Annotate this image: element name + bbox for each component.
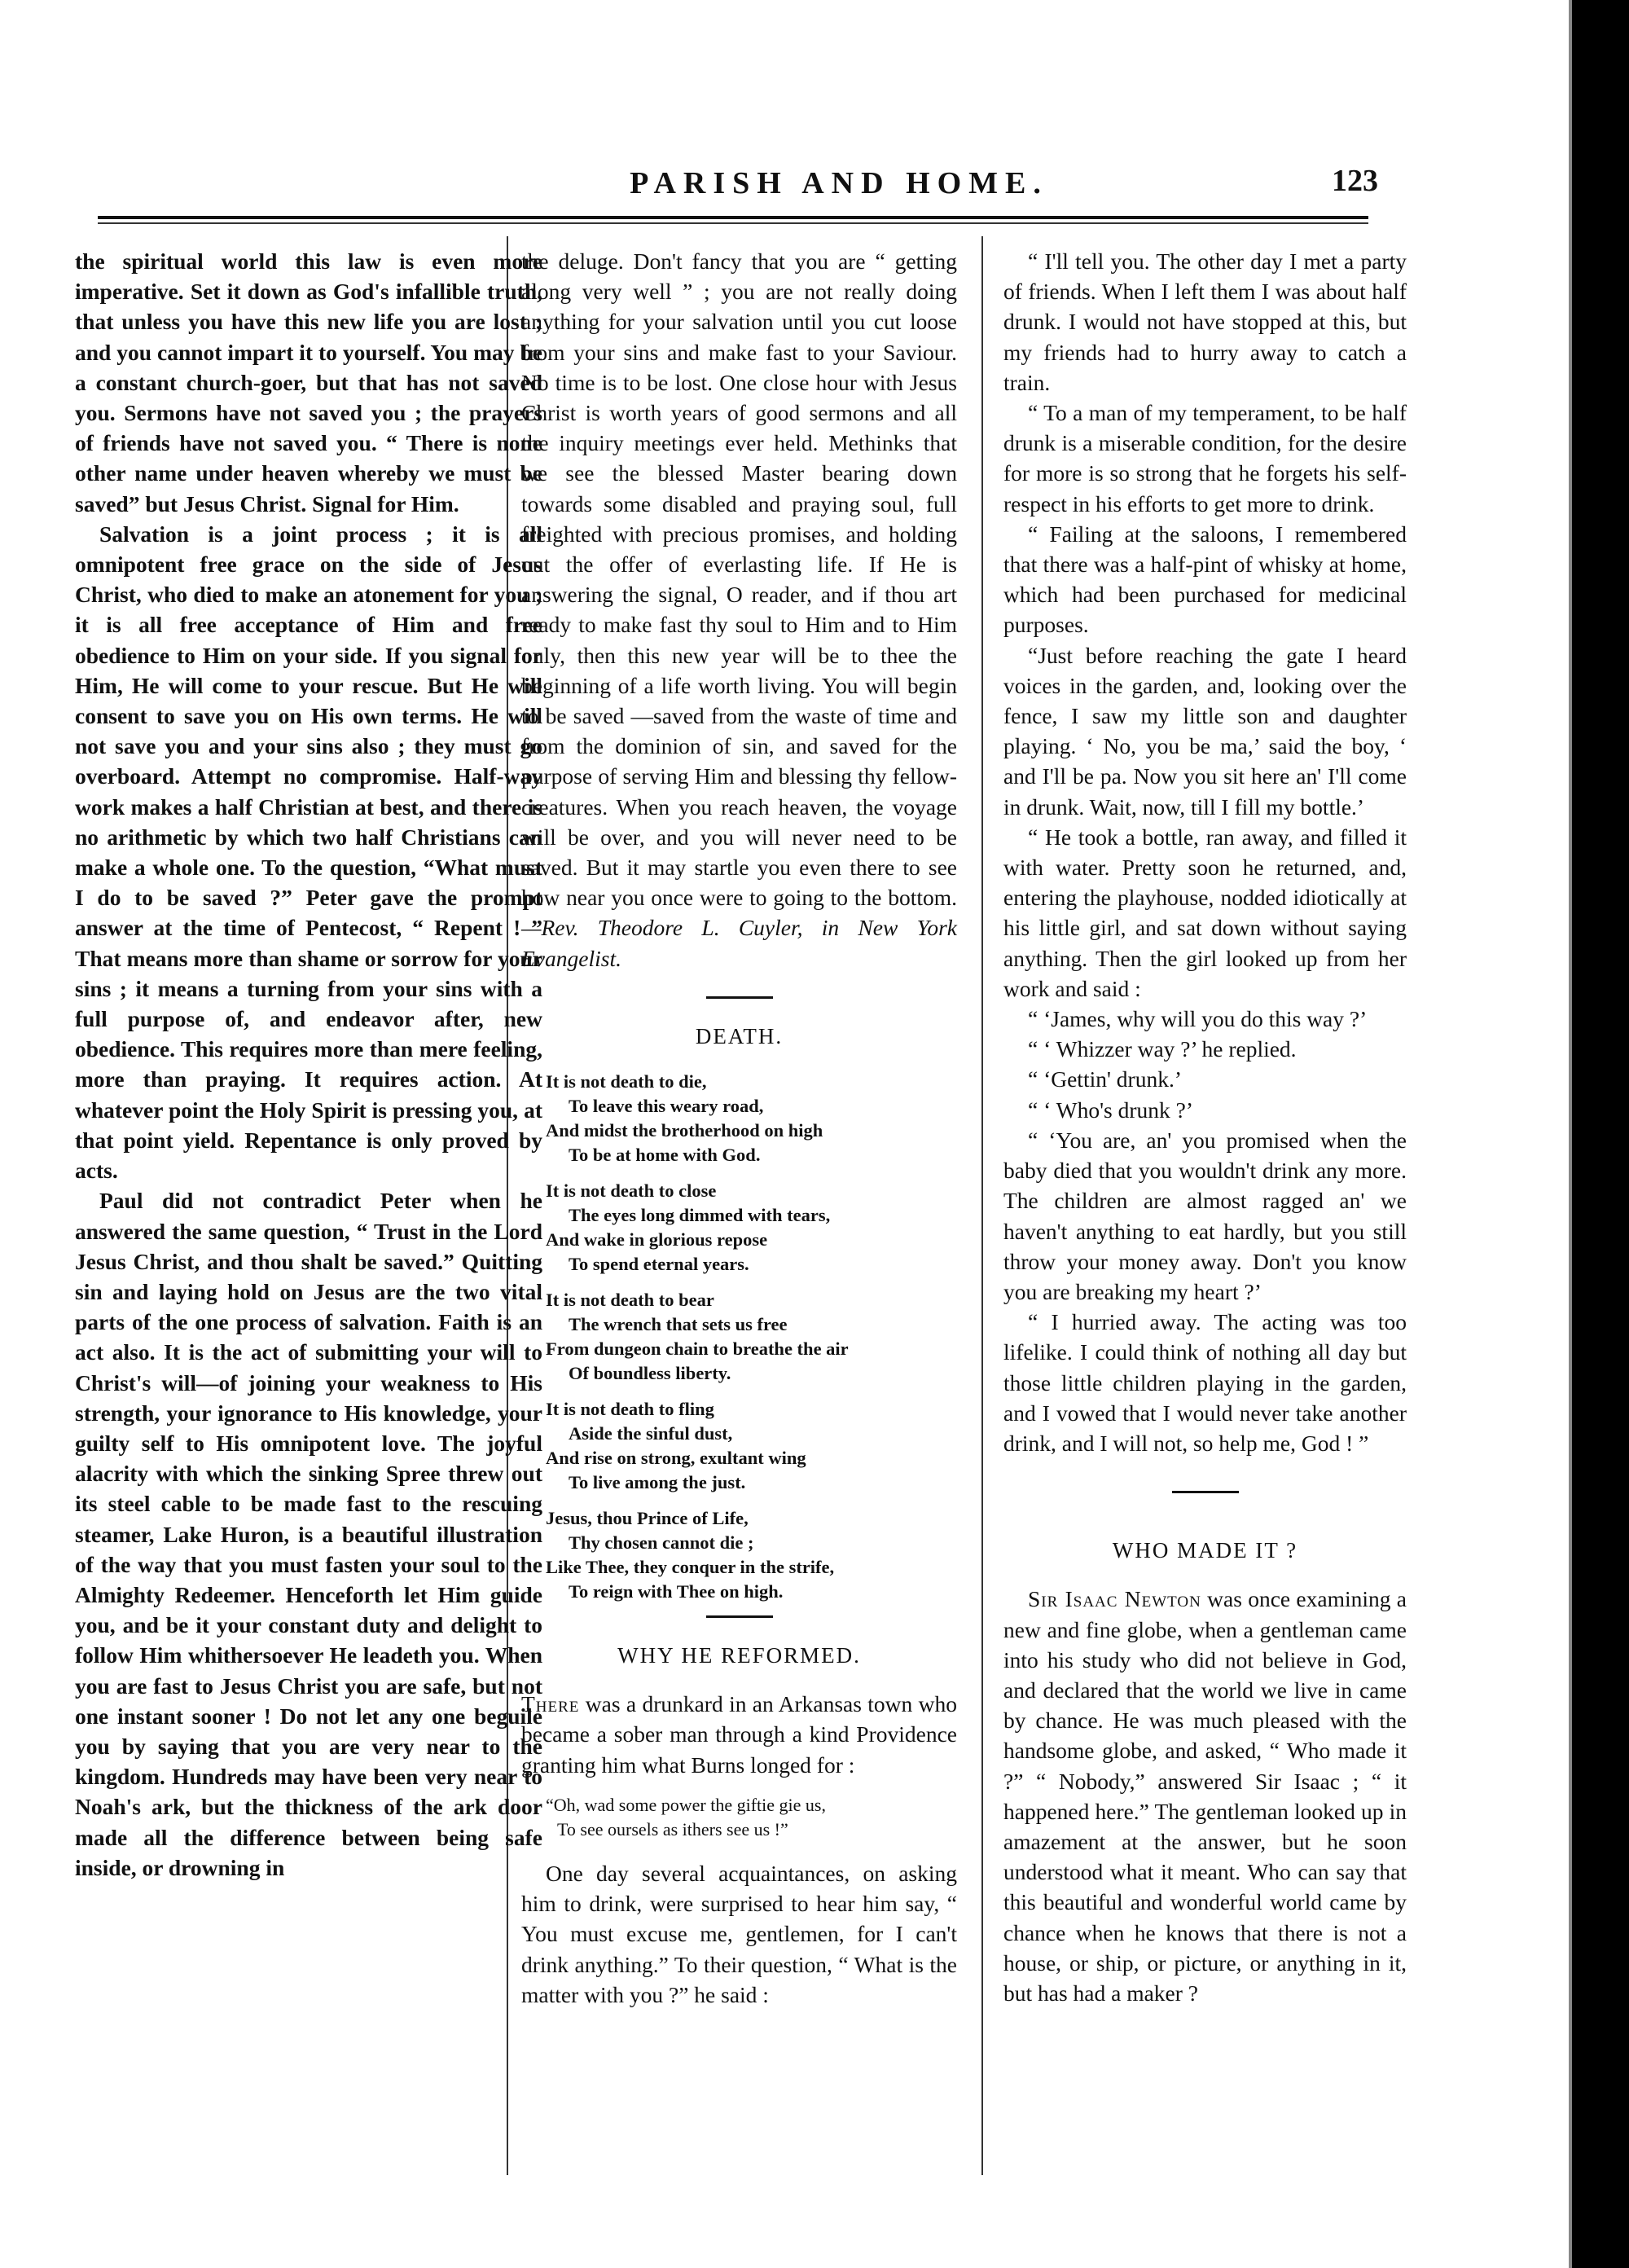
poem-line: Of boundless liberty. [569,1363,731,1384]
paragraph: Paul did not contradict Peter when he answered the same question, “ Trust in the Lord Jesus Christ, and thou shalt be saved.” Quitting sin and laying hold on Jesus are the two vital parts of the one process of salvation. Faith is an act also. It is the act of submitting your will to Christ's will—of joining your weakness to His strength, your ignorance to His knowledge, your guilty self to His omnipotent love. The joyful alacrity with which the sinking Spree threw out its steel cable to be made fast to the rescuing steamer, Lake Huron, is a beautiful illustration of the way that you must fasten your soul to the Almighty Redeemer. Henceforth let Him guide you, and be it your constant duty and delight to follow Him whithersoever He leadeth you. When you are fast to Jesus Christ you are safe, but not one instant sooner ! Do not let any one beguile you by saying that you are very near to the kingdom. Hundreds may have been very near to Noah's ark, but the thickness of the ark door made all the difference between being safe inside, or drowning in [75,1188,542,1880]
poem-stanza [546,1397,957,1495]
paragraph: Salvation is a joint process ; it is all omnipotent free grace on the side of Jesus Christ, who died to make an atonement for you ; it is all free acceptance of Him and free obedience to Him on your side. If you signal for Him, He will come to your rescue. But He will consent to save you on His own terms. He will not save you and your sins also ; they must go overboard. Attempt no compromise. Half-way work makes a half Christian at best, and there is no arithmetic by which two half Christians can make a whole one. To the question, “What must I do to be saved ?” Peter gave the prompt answer at the time of Pentecost, “ Repent ! ” That means more than shame or sorrow for your sins ; it means a turning from your sins with a full purpose of, and endeavor after, new obedience. This requires more than mere feeling, more than praying. It requires action. At whatever point the Holy Spirit is pressing you, at that point yield. Repentance is only proved by acts. [75,521,542,1184]
column-2 [521,246,957,2010]
poem-line: The eyes long dimmed with tears, [569,1205,831,1226]
header-rule-thick [98,216,1368,219]
paragraph-text: was a drunkard in an Arkansas town who became a sober man through a kind Providence granting him what Burns longed for : [521,1691,957,1778]
section-divider [1172,1491,1239,1493]
lead-words: Sir Isaac Newton [1028,1586,1201,1612]
dialogue-line: “ ‘ Whizzer way ?’ he replied. [1028,1036,1297,1062]
column-1 [75,246,542,1883]
paragraph: “ ‘You are, an' you promised when the baby died that you wouldn't drink any more. The children are almost ragged an' we haven't anything to eat hardly, but you still throw your money away. Don't you know you are breaking my heart ?’ [1003,1127,1407,1304]
poem-line: To be at home with God. [569,1145,761,1166]
paragraph: “ He took a bottle, ran away, and filled it with water. Pretty soon he returned, and, entering the playhouse, nodded idiotically at his little girl, and sat down without saying anything. Then the girl looked up from her work and said : [1003,824,1407,1001]
poem-line: It is not death to bear [546,1290,714,1311]
dialogue-line: “ ‘James, why will you do this way ?’ [1028,1006,1368,1032]
page-number: 123 [1332,164,1378,198]
lead-word: There [521,1691,580,1717]
column-3 [1003,246,1407,2008]
poem-line: It is not death to die, [546,1071,707,1092]
poem-line: Thy chosen cannot die ; [569,1532,754,1554]
paragraph: “ Failing at the saloons, I remembered that there was a half-pint of whisky at home, which had been purchased for medicinal purposes. [1003,521,1407,638]
paragraph: “Just before reaching the gate I heard voices in the garden, and, looking over the fence, I saw my little son and daughter playing. ‘ No, you be ma,’ said the boy, ‘ and I'll be pa. Now you sit here an' I'll come in drunk. Wait, now, till I fill my bottle.’ [1003,642,1407,820]
poem-death [521,1070,957,1604]
section-heading-who-made-it: WHO MADE IT ? [1112,1538,1298,1563]
header-rule-thin [98,222,1368,224]
poem-line: Aside the sinful dust, [569,1423,733,1444]
poem-line: It is not death to close [546,1180,717,1202]
column-separator-2 [981,236,983,2175]
paragraph: One day several acquaintances, on asking him to drink, were surprised to hear him say, “ You must excuse me, gentlemen, for I can't drink anything.” To their question, “ What is the matter with you ?” he said : [521,1860,957,2007]
paragraph: “ To a man of my temperament, to be half drunk is a miserable condition, for the desire for more is so strong that he forgets his self-respect in his efforts to get more to drink. [1003,400,1407,516]
poem-line: To spend eternal years. [569,1254,749,1275]
paragraph: “ I hurried away. The acting was too lifelike. I could think of nothing all day but those little children playing in the garden, and I vowed that I would never take another drink, and I will not, so help me, God ! ” [1003,1309,1407,1456]
burns-quote [521,1793,957,1842]
poem-line: From dungeon chain to breathe the air [546,1338,849,1360]
poem-stanza [546,1288,957,1386]
poem-stanza [546,1506,957,1604]
poem-stanza [546,1070,957,1167]
quote-line: “Oh, wad some power the giftie gie us, [546,1794,826,1815]
section-divider [706,996,773,999]
section-divider [706,1615,773,1618]
poem-line: Like Thee, they conquer in the strife, [546,1557,835,1578]
scan-border [1572,0,1629,2268]
poem-line: It is not death to fling [546,1399,714,1420]
poem-line: The wrench that sets us free [569,1314,788,1335]
poem-stanza [546,1179,957,1277]
paragraph: “ I'll tell you. The other day I met a party of friends. When I left them I was about half drunk. I would not have stopped at this, but my friends had to hurry away to catch a train. [1003,248,1407,395]
paragraph-text: the deluge. Don't fancy that you are “ getting along very well ” ; you are not really doing anything for your salvation until you cut loose from your sins and make fast to your Saviour. No time is to be lost. One close hour with Jesus Christ is worth years of good sermons and all the inquiry meetings ever held. Methinks that we see the blessed Master bearing down towards some disabled and praying soul, full freighted with precious promises, and holding out the offer of everlasting life. If He is answering the signal, O reader, and if thou art ready to make fast thy soul to Him and to Him only, then this new year will be to thee the beginning of a life worth living. You will begin to be saved —saved from the waste of time and from the dominion of sin, and saved for the purpose of serving Him and blessing thy fellow-creatures. When you reach heaven, the voyage will be over, and you will never need to be saved. But it may startle you even there to see how near you once were to going to the bottom. [521,248,957,911]
section-heading-death: DEATH. [695,1023,784,1048]
paragraph-text: was once examining a new and fine globe, when a gentleman came into his study who did not believe in God, and declared that the world we live in came by chance. He was much pleased with the handsome globe, and asked, “ Who made it ?” “ Nobody,” answered Sir Isaac ; “ it happened here.” The gentleman looked up in amazement at the answer, but he soon understood what it meant. Who can say that this beautiful and wonderful world came by chance when he knows that there is not a house, or ship, or picture, or anything in it, but has had a maker ? [1003,1586,1407,2006]
running-header-title: PARISH AND HOME. [630,166,1048,200]
section-heading-why-he-reformed: WHY HE REFORMED. [617,1643,861,1668]
quote-line: To see oursels as ithers see us !” [557,1818,788,1839]
poem-line: To live among the just. [569,1472,746,1493]
dialogue-line: “ ‘ Who's drunk ?’ [1028,1097,1194,1123]
dialogue-line: “ ‘Gettin' drunk.’ [1028,1066,1182,1092]
paragraph [1003,1584,1407,2008]
poem-line: And rise on strong, exultant wing [546,1448,806,1469]
poem-line: To reign with Thee on high. [569,1581,784,1602]
poem-line: And midst the brotherhood on high [546,1120,823,1141]
poem-line: And wake in glorious repose [546,1229,768,1250]
paragraph: the spiritual world this law is even more imperative. Set it down as God's infallible truth, that unless you have this new life you are lost ; and you cannot impart it to yourself. You may be a constant church-goer, but that has not saved you. Sermons have not saved you ; the prayers of friends have not saved you. “ There is none other name under heaven whereby we must be saved” but Jesus Christ. Signal for Him. [75,248,542,516]
paragraph [521,1689,957,1780]
poem-line: To leave this weary road, [569,1096,764,1117]
poem-line: Jesus, thou Prince of Life, [546,1508,749,1529]
attribution: —Rev. Theodore L. Cuyler, in New York Evangelist. [521,915,957,971]
paragraph [521,246,957,974]
